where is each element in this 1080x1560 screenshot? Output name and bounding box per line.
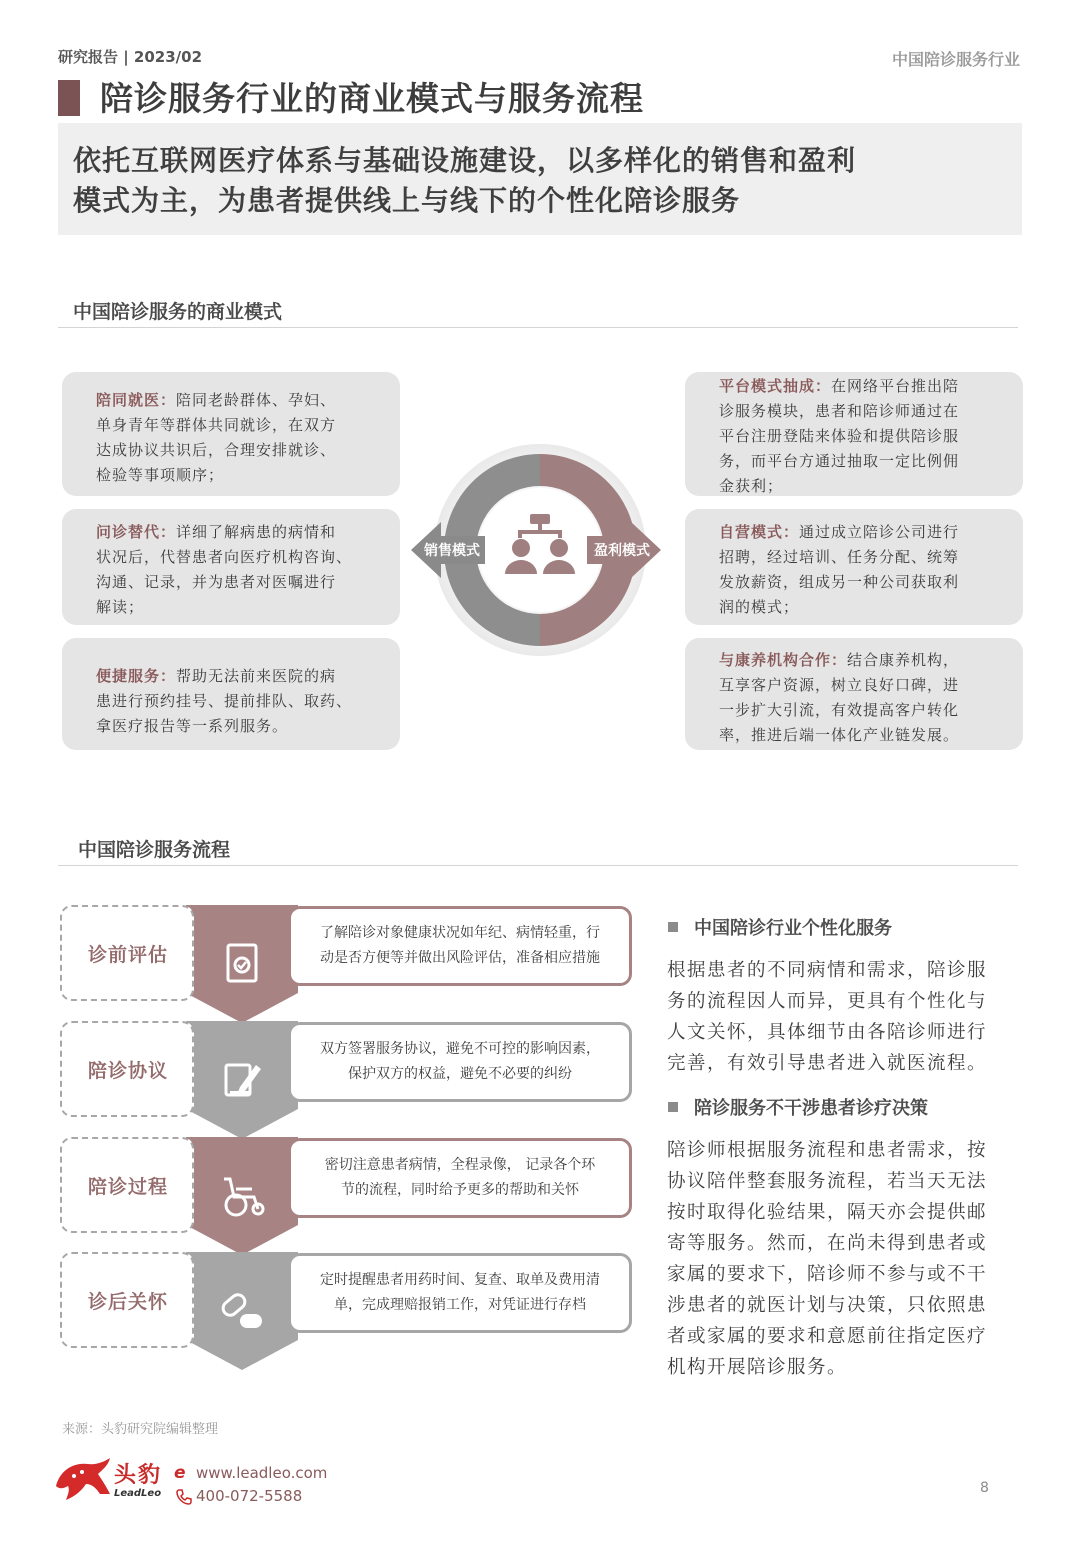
paragraph-line: 根据患者的不同病情和需求，陪诊服 <box>667 960 988 981</box>
card-text: 一步扩大引流，有效提高客户转化 <box>719 701 960 719</box>
card-line <box>719 424 1003 449</box>
card-text: 陪同老龄群体、孕妇、 <box>176 391 337 409</box>
logo-text-en: LeadLeo <box>114 1488 162 1499</box>
card-text: 结合康养机构， <box>847 651 960 669</box>
description-line: 保护双方的权益，避免不必要的纠纷 <box>348 1066 572 1082</box>
card-text: 检验等事项顺序； <box>96 466 225 484</box>
process-step-chevron <box>186 1021 298 1139</box>
card-line <box>96 595 380 620</box>
card-line <box>719 545 1003 570</box>
diagram-core <box>478 488 602 612</box>
card-text: 通过成立陪诊公司进行 <box>799 523 960 541</box>
card-line <box>719 673 1003 698</box>
personalized-service-heading <box>668 914 892 940</box>
sales-mode-label: 销售模式 <box>424 543 480 559</box>
process-step-label: 诊后关怀 <box>60 1252 194 1348</box>
personalized-service-text <box>667 955 1013 1079</box>
process-step-description <box>288 1022 632 1102</box>
card-text: 润的模式； <box>719 598 800 616</box>
paragraph-line: 陪诊师根据服务流程和患者需求，按 <box>667 1140 988 1161</box>
web-icon: e <box>174 1463 186 1483</box>
card-line <box>719 595 1003 620</box>
paragraph-line: 机构开展陪诊服务。 <box>667 1357 848 1378</box>
card-text: 患进行预约挂号、提前排队、取药、 <box>96 692 353 710</box>
card-line <box>96 545 380 570</box>
phone-number[interactable]: 400-072-5588 <box>196 1487 303 1505</box>
description-line: 节的流程，同时给予更多的帮助和关怀 <box>340 1182 579 1198</box>
process-step-description <box>288 1138 632 1218</box>
process-step-chevron <box>186 905 298 1023</box>
card-text: 沟通、记录，并为患者对医嘱进行 <box>96 573 337 591</box>
description-line: 定时提醒患者用药时间、复查、取单及费用清 <box>320 1272 600 1288</box>
card-platform-commission <box>685 372 1023 496</box>
card-line <box>96 570 380 595</box>
card-accompany-visit <box>62 372 400 496</box>
card-title-sep: ： <box>160 523 177 541</box>
card-line <box>96 438 380 463</box>
paragraph-line: 完善，有效引导患者进入就医流程。 <box>667 1053 988 1074</box>
key-message <box>73 141 973 221</box>
process-step-description <box>288 1253 632 1333</box>
report-topic: 中国陪诊服务行业 <box>891 50 1020 69</box>
card-line <box>96 388 380 413</box>
page-title: 陪诊服务行业的商业模式与服务流程 <box>100 79 644 118</box>
card-text: 解读； <box>96 598 145 616</box>
card-line <box>719 648 1003 673</box>
section-divider <box>58 865 1018 866</box>
bullet-square <box>668 1102 678 1112</box>
card-line <box>96 413 380 438</box>
non-interference-text <box>667 1135 1013 1383</box>
logo-text-cn: 头豹 <box>114 1463 163 1488</box>
card-line <box>719 520 1003 545</box>
card-line <box>719 399 1003 424</box>
card-title: 问诊替代 <box>96 523 161 541</box>
leopard-logo-icon <box>52 1456 114 1504</box>
title-accent-bar <box>58 80 80 116</box>
card-text: 在网络平台推出陪 <box>831 377 960 395</box>
website-link[interactable]: www.leadleo.com <box>196 1464 328 1482</box>
description-line: 单，完成理赔报销工作，对凭证进行存档 <box>334 1297 586 1313</box>
card-line <box>719 570 1003 595</box>
card-consult-substitute <box>62 509 400 625</box>
profit-mode-label: 盈利模式 <box>594 543 650 559</box>
card-text: 金获利； <box>719 477 784 495</box>
phone-icon <box>175 1488 193 1506</box>
card-line <box>719 723 1003 748</box>
card-text: 拿医疗报告等一系列服务。 <box>96 717 289 735</box>
card-line <box>719 449 1003 474</box>
page-number: 8 <box>980 1480 989 1496</box>
card-line <box>96 689 380 714</box>
card-text: 单身青年等群体共同就诊，在双方 <box>96 416 337 434</box>
card-title: 平台模式抽成 <box>719 377 816 395</box>
description-line: 密切注意患者病情，全程录像， 记录各个环 <box>324 1157 596 1173</box>
card-title-sep: ： <box>815 377 832 395</box>
report-date: 研究报告 | 2023/02 <box>58 48 203 66</box>
key-message-line: 模式为主，为患者提供线上与线下的个性化陪诊服务 <box>73 184 741 217</box>
paragraph-line: 家属的要求下，陪诊师不参与或不干 <box>667 1264 988 1285</box>
card-text: 务，而平台方通过抽取一定比例佣 <box>719 452 960 470</box>
paragraph-line: 涉患者的就医计划与决策，只依照患 <box>667 1295 988 1316</box>
card-line <box>719 374 1003 399</box>
section-divider <box>58 327 1018 328</box>
card-line <box>719 474 1003 499</box>
paragraph-line: 人文关怀，具体细节由各陪诊师进行 <box>667 1022 988 1043</box>
card-self-operated <box>685 509 1023 625</box>
card-text: 详细了解病患的病情和 <box>176 523 337 541</box>
process-step-chevron <box>186 1252 298 1370</box>
paragraph-line: 寄等服务。然而，在尚未得到患者或 <box>667 1233 988 1254</box>
process-step-label: 陪诊过程 <box>60 1137 194 1233</box>
card-eldercare-cooperation <box>685 638 1023 750</box>
card-text: 诊服务模块，患者和陪诊师通过在 <box>719 402 960 420</box>
process-step-label: 诊前评估 <box>60 905 194 1001</box>
description-line: 动是否方便等并做出风险评估，准备相应措施 <box>320 950 600 966</box>
process-step-chevron <box>186 1137 298 1255</box>
card-title-sep: ： <box>783 523 800 541</box>
bullet-square <box>668 922 678 932</box>
card-text: 招聘，经过培训、任务分配、统筹 <box>719 548 960 566</box>
card-line <box>96 664 380 689</box>
paragraph-line: 按时取得化验结果，隔天亦会提供邮 <box>667 1202 988 1223</box>
card-text: 发放薪资，组成另一种公司获取利 <box>719 573 960 591</box>
card-title-sep: ： <box>160 391 177 409</box>
process-heading: 中国陪诊服务流程 <box>78 839 231 861</box>
card-text: 达成协议共识后，合理安排就诊、 <box>96 441 337 459</box>
card-line <box>719 698 1003 723</box>
description-line: 双方签署服务协议，避免不可控的影响因素， <box>320 1041 600 1057</box>
card-title-sep: ： <box>160 667 177 685</box>
card-convenience-service <box>62 638 400 750</box>
card-title: 便捷服务 <box>96 667 161 685</box>
description-line: 了解陪诊对象健康状况如年纪、病情轻重，行 <box>320 925 600 941</box>
personalized-service-title: 中国陪诊行业个性化服务 <box>694 918 892 939</box>
card-line <box>96 520 380 545</box>
card-title-sep: ： <box>831 651 848 669</box>
process-step-description <box>288 906 632 986</box>
non-interference-heading <box>668 1094 928 1120</box>
business-model-diagram <box>405 440 685 660</box>
card-text: 状况后，代替患者向医疗机构咨询、 <box>96 548 353 566</box>
source-note: 来源：头豹研究院编辑整理 <box>62 1422 219 1437</box>
card-line <box>96 463 380 488</box>
card-line <box>96 714 380 739</box>
card-title: 陪同就医 <box>96 391 161 409</box>
card-text: 互享客户资源，树立良好口碑，进 <box>719 676 960 694</box>
key-message-line: 依托互联网医疗体系与基础设施建设，以多样化的销售和盈利 <box>73 144 857 177</box>
process-step-label: 陪诊协议 <box>60 1021 194 1117</box>
card-text: 帮助无法前来医院的病 <box>176 667 337 685</box>
paragraph-line: 者或家属的要求和意愿前往指定医疗 <box>667 1326 988 1347</box>
card-text: 平台注册登陆来体验和提供陪诊服 <box>719 427 960 445</box>
card-title: 自营模式 <box>719 523 784 541</box>
card-title: 与康养机构合作 <box>719 651 832 669</box>
paragraph-line: 协议陪伴整套服务流程，若当天无法 <box>667 1171 988 1192</box>
paragraph-line: 务的流程因人而异，更具有个性化与 <box>667 991 988 1012</box>
business-model-heading: 中国陪诊服务的商业模式 <box>73 301 283 323</box>
card-text: 率，推进后端一体化产业链发展。 <box>719 726 960 744</box>
non-interference-title: 陪诊服务不干涉患者诊疗决策 <box>694 1098 928 1119</box>
